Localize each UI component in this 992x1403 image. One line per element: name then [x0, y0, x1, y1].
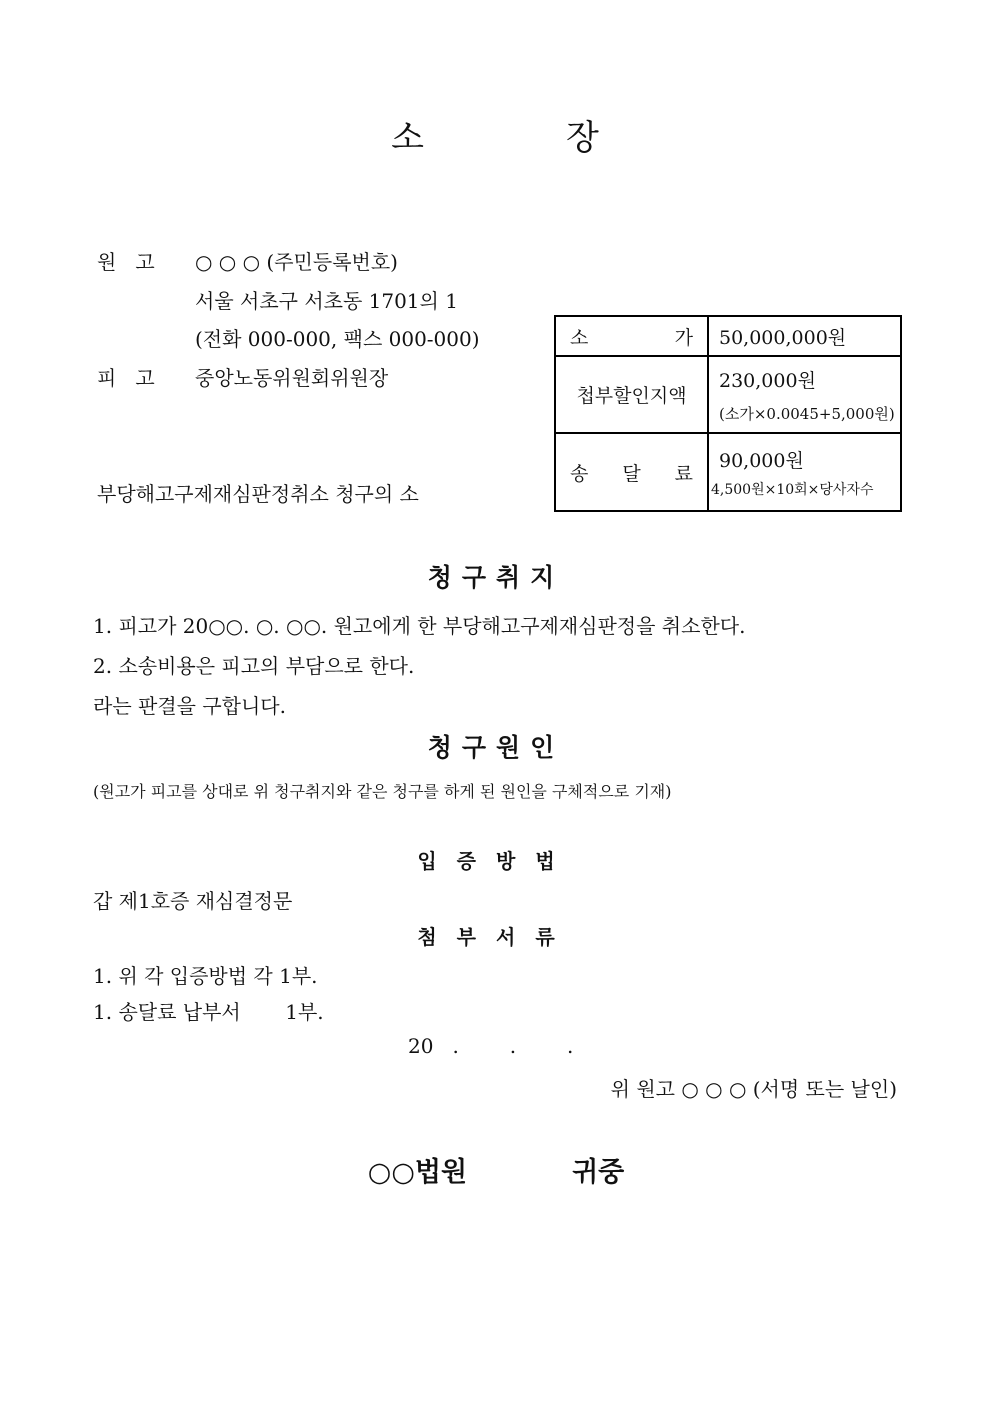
- attachments-heading: 첨부서류: [417, 925, 575, 949]
- claim-amount-value: 50,000,000원: [708, 316, 901, 356]
- court-addressee: [0, 1150, 992, 1189]
- fee-table: [554, 315, 902, 512]
- claim-purpose-closing: 라는 판결을 구합니다.: [93, 694, 286, 718]
- attachment-item-1: 1. 위 각 입증방법 각 1부.: [93, 964, 318, 988]
- claim-amount-label: 소 가: [555, 316, 708, 356]
- plaintiff-address: 서울 서초구 서초동 1701의 1: [195, 289, 458, 313]
- stamp-fee-cell: [708, 356, 901, 433]
- plaintiff-label: 원 고: [97, 250, 155, 274]
- attachment-item-2: 1. 송달료 납부서 1부.: [93, 1000, 324, 1024]
- stamp-fee-value: 230,000원: [719, 369, 816, 392]
- claim-purpose-item-2: 2. 소송비용은 피고의 부담으로 한다.: [93, 654, 415, 678]
- document-title: 소 장: [391, 118, 601, 158]
- delivery-fee-value: 90,000원: [719, 449, 804, 472]
- court-suffix: 귀중: [572, 1157, 625, 1188]
- claim-purpose-item-1: 1. 피고가 20○○. ○. ○○. 원고에게 한 부당해고구제재심판정을 취소한다.: [93, 614, 746, 638]
- delivery-fee-formula: 4,500원×10회×당사자수: [711, 481, 874, 498]
- delivery-fee-cell: [708, 433, 901, 511]
- defendant-label: 피 고: [97, 366, 155, 390]
- plaintiff-contact: (전화 000-000, 팩스 000-000): [195, 327, 480, 351]
- case-name: 부당해고구제재심판정취소 청구의 소: [97, 482, 419, 506]
- stamp-fee-formula: (소가×0.0045+5,000원): [719, 404, 895, 423]
- claim-cause-note: (원고가 피고를 상대로 위 청구취지와 같은 청구를 하게 된 원인을 구체적으로 기재): [93, 782, 672, 801]
- signature-line: 위 원고 ○ ○ ○ (서명 또는 날인): [610, 1077, 897, 1101]
- stamp-fee-label: 첩부할인지액: [555, 356, 708, 433]
- evidence-heading: 입증방법: [417, 849, 575, 873]
- delivery-fee-label: 송 달 료: [555, 433, 708, 511]
- date-line: 20 . . .: [408, 1034, 574, 1058]
- evidence-item-1: 갑 제1호증 재심결정문: [93, 889, 293, 913]
- claim-purpose-heading: 청구취지: [427, 563, 565, 592]
- claim-cause-heading: 청구원인: [427, 733, 565, 762]
- court-name: ○○법원: [367, 1157, 468, 1188]
- defendant-name: 중앙노동위원회위원장: [195, 366, 389, 390]
- plaintiff-name: ○ ○ ○ (주민등록번호): [195, 250, 398, 274]
